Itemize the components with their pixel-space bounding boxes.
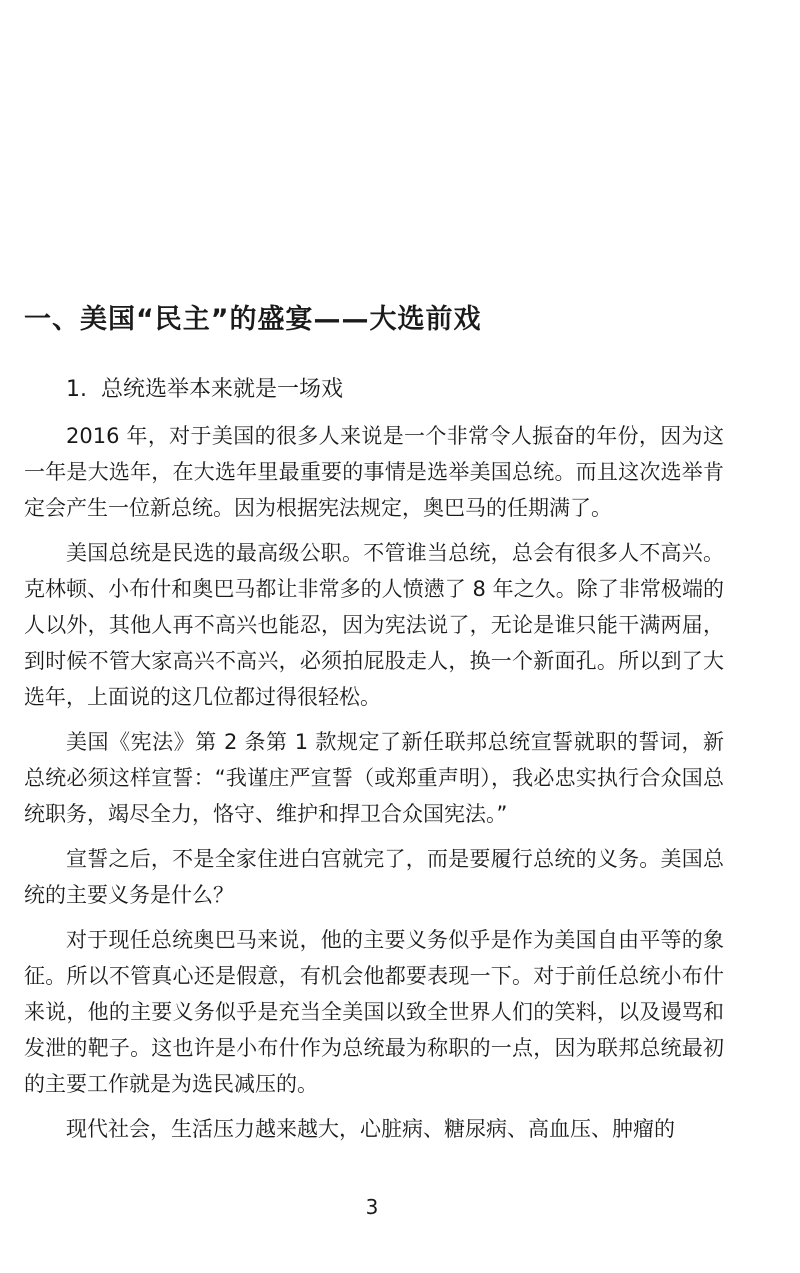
paragraph: 现代社会，生活压力越来越大，心脏病、糖尿病、高血压、肿瘤的 — [66, 1117, 675, 1141]
chapter-title: 一、美国“民主”的盛宴——大选前戏 — [24, 304, 482, 335]
section-heading — [66, 373, 766, 407]
section-number: 1. — [66, 377, 87, 402]
paragraph: 美国总统是民选的最高级公职。不管谁当总统，总会有很多人不高兴。克林顿、小布什和奥巴马都让非常多的人愤懑了 8 年之久。除了非常极端的人以外，其他人再不高兴也能忍，因为宪法说了，无论是谁只能干满两届，到时候不管大家高兴不高兴，必须拍屁股走人，换一个新面孔。所以到了大选年，上面说的这几位都过得很轻松。 — [24, 541, 724, 709]
page-number: 3 — [365, 1195, 379, 1219]
section-title: 总统选举本来就是一场戏 — [101, 377, 344, 402]
paragraph: 2016 年，对于美国的很多人来说是一个非常令人振奋的年份，因为这一年是大选年，在大选年里最重要的事情是选举美国总统。而且这次选举肯定会产生一位新总统。因为根据宪法规定，奥巴马的任期满了。 — [24, 424, 724, 520]
body-text — [24, 418, 724, 1156]
paragraph: 对于现任总统奥巴马来说，他的主要义务似乎是作为美国自由平等的象征。所以不管真心还是假意，有机会他都要表现一下。对于前任总统小布什来说，他的主要义务似乎是充当全美国以致全世界人们的笑料，以及谩骂和发泄的靶子。这也许是小布什作为总统最为称职的一点，因为联邦总统最初的主要工作就是为选民减压的。 — [24, 928, 724, 1096]
paragraph: 美国《宪法》第 2 条第 1 款规定了新任联邦总统宣誓就职的誓词，新总统必须这样宣誓：“我谨庄严宣誓（或郑重声明），我必忠实执行合众国总统职务，竭尽全力，恪守、维护和捍卫合众国宪法。” — [24, 730, 724, 826]
paragraph: 宣誓之后，不是全家住进白宫就完了，而是要履行总统的义务。美国总统的主要义务是什么？ — [24, 847, 724, 907]
